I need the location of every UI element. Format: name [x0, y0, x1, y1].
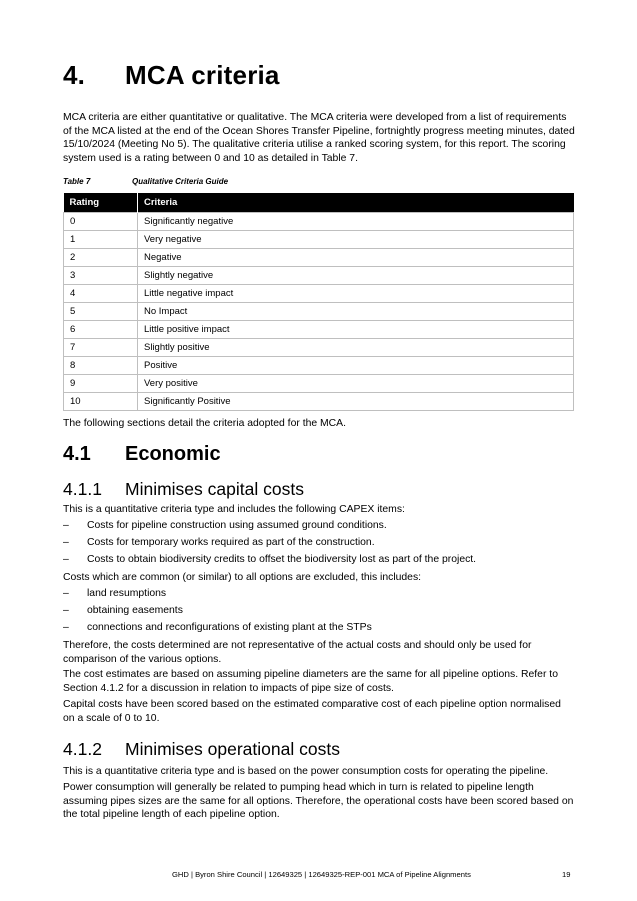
table-row: [64, 302, 574, 320]
page-footer: GHD | Byron Shire Council | 12649325 | 12649325-REP-001 MCA of Pipeline Alignments: [172, 870, 471, 879]
table-row: [64, 392, 574, 410]
criteria-cell: Very positive: [138, 374, 574, 392]
list-item-text: Costs for temporary works required as part of the construction.: [87, 536, 375, 548]
list-item: [63, 620, 575, 637]
rating-cell: 7: [64, 338, 138, 356]
list-item-text: obtaining easements: [87, 604, 183, 616]
list-dash: –: [63, 553, 69, 565]
list-item-text: connections and reconfigurations of existing plant at the STPs: [87, 621, 372, 633]
excluded-costs-list: [63, 586, 575, 636]
rating-cell: 1: [64, 230, 138, 248]
costs-representative-paragraph: Therefore, the costs determined are not representative of the actual costs and should only be used for comparison of the various options.: [63, 640, 532, 665]
rating-cell: 3: [64, 266, 138, 284]
rating-cell: 9: [64, 374, 138, 392]
header-criteria: Criteria: [138, 193, 574, 212]
section-4-1-2-title: Minimises operational costs: [125, 739, 340, 759]
section-4-1-2-heading: [63, 739, 340, 760]
criteria-cell: Little positive impact: [138, 320, 574, 338]
criteria-cell: Positive: [138, 356, 574, 374]
list-item-text: land resumptions: [87, 588, 167, 599]
rating-cell: 4: [64, 284, 138, 302]
rating-cell: 5: [64, 302, 138, 320]
list-item: [63, 586, 575, 603]
header-rating: Rating: [64, 193, 138, 212]
criteria-table: [63, 193, 574, 411]
list-item-text: Costs to obtain biodiversity credits to offset the biodiversity lost as part of the project.: [87, 553, 477, 565]
criteria-cell: Negative: [138, 248, 574, 266]
table-header-row: [64, 193, 574, 212]
section-4-1-title: Economic: [125, 443, 221, 465]
table-caption-label: Table 7: [63, 177, 91, 186]
table-row: [64, 266, 574, 284]
table-row: [64, 338, 574, 356]
table-row: [64, 230, 574, 248]
power-consumption-paragraph: Power consumption will generally be related to pumping head which in turn is related to pipeline length assuming pipes sizes are the same for all options. Therefore, the operational costs have been scored based on the total pipeline length of each pipeline option.: [63, 782, 574, 821]
criteria-cell: No Impact: [138, 302, 574, 320]
criteria-cell: Significantly Positive: [138, 392, 574, 410]
list-item-text: Costs for pipeline construction using assumed ground conditions.: [87, 520, 387, 531]
rating-cell: 6: [64, 320, 138, 338]
rating-cell: 0: [64, 212, 138, 230]
table-body: [64, 212, 574, 410]
chapter-number: 4.: [63, 60, 86, 90]
criteria-cell: Very negative: [138, 230, 574, 248]
list-dash: –: [63, 520, 69, 531]
cost-estimates-paragraph: The cost estimates are based on assuming pipeline diameters are the same for all pipeline options. Refer to Section 4.1.2 for a discussion in relation to impacts of pipe size of costs.: [63, 669, 558, 694]
section-4-1-2-number: 4.1.2: [63, 739, 102, 759]
capex-intro: This is a quantitative criteria type and includes the following CAPEX items:: [63, 504, 405, 515]
criteria-cell: Slightly positive: [138, 338, 574, 356]
table-row: [64, 212, 574, 230]
criteria-cell: Significantly negative: [138, 212, 574, 230]
capital-scoring-paragraph: Capital costs have been scored based on the estimated comparative cost of each pipeline option normalised on a scale of 0 to 10.: [63, 699, 561, 724]
criteria-cell: Little negative impact: [138, 284, 574, 302]
criteria-cell: Slightly negative: [138, 266, 574, 284]
list-dash: –: [63, 604, 69, 616]
table-row: [64, 356, 574, 374]
intro-paragraph: MCA criteria are either quantitative or qualitative. The MCA criteria were developed from a list of requirements of the MCA listed at the end of the Ocean Shores Transfer Pipeline, fortnightly progress meeting minutes, dated 15/10/2024 (Meeting No 5). The qualitative criteria utilise a ranked scoring system, for this report. The scoring system used is a rating between 0 and 10 as detailed in Table 7.: [63, 112, 575, 164]
after-table-paragraph: The following sections detail the criteria adopted for the MCA.: [63, 418, 347, 429]
list-dash: –: [63, 588, 69, 599]
table-caption: [63, 177, 228, 186]
rating-cell: 8: [64, 356, 138, 374]
table-row: [64, 284, 574, 302]
list-item: [63, 518, 575, 535]
rating-cell: 10: [64, 392, 138, 410]
section-4-1-heading: [63, 443, 221, 466]
section-4-1-1-title: Minimises capital costs: [125, 479, 304, 499]
table-row: [64, 320, 574, 338]
table-row: [64, 374, 574, 392]
list-item: [63, 603, 575, 620]
chapter-heading: [63, 60, 280, 91]
table-row: [64, 248, 574, 266]
page-number: 19: [562, 870, 571, 879]
section-4-1-1-heading: [63, 479, 304, 500]
chapter-title: MCA criteria: [125, 60, 280, 90]
rating-cell: 2: [64, 248, 138, 266]
section-4-1-1-number: 4.1.1: [63, 479, 102, 499]
capex-list: [63, 518, 575, 568]
section-4-1-number: 4.1: [63, 443, 91, 465]
opex-intro: This is a quantitative criteria type and is based on the power consumption costs for operating the pipeline.: [63, 766, 549, 777]
list-dash: –: [63, 621, 69, 633]
table-caption-title: Qualitative Criteria Guide: [132, 177, 229, 186]
list-item: [63, 535, 575, 552]
list-dash: –: [63, 536, 69, 548]
list-item: [63, 552, 575, 569]
excluded-costs-intro: Costs which are common (or similar) to all options are excluded, this includes:: [63, 572, 422, 583]
